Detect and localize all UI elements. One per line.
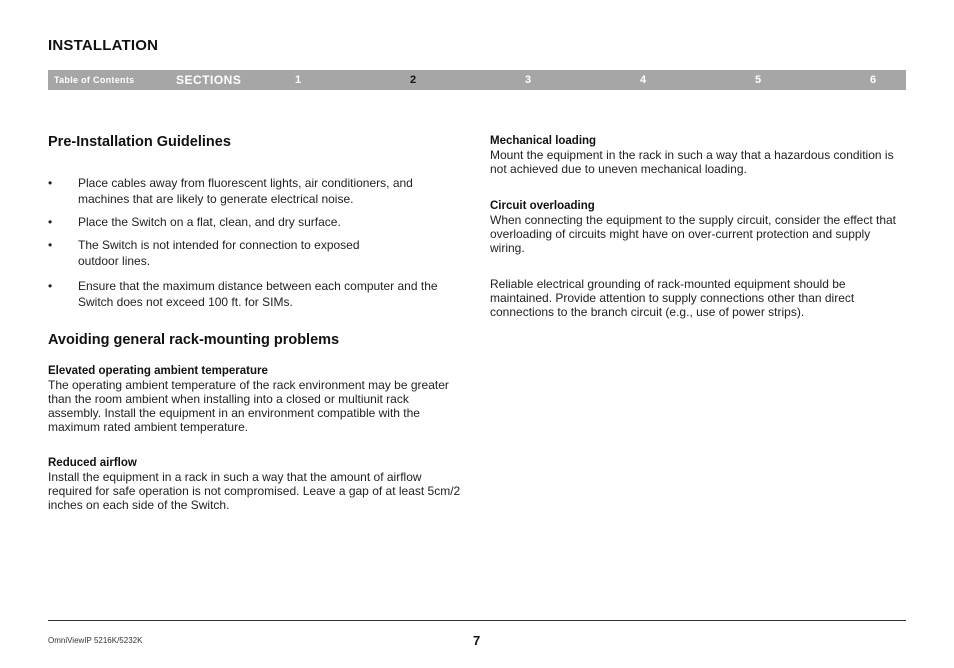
footer-page-number: 7 <box>473 633 481 648</box>
nav-section-2-link[interactable]: 2 <box>410 74 417 86</box>
nav-section-3-link[interactable]: 3 <box>525 74 532 86</box>
footer-divider <box>48 620 906 621</box>
pre-installation-heading: Pre-Installation Guidelines <box>48 134 231 150</box>
elevated-temperature-section <box>48 364 463 434</box>
reduced-airflow-body: Install the equipment in a rack in such a way that the amount of airflow required for safe operation is not compromised. Leave a gap of at least 5cm/2 inches on each side of the Switch. <box>48 470 461 512</box>
bullet-text: The Switch is not intended for connection to exposed outdoor lines. <box>78 238 360 268</box>
nav-section-4-link[interactable]: 4 <box>640 74 647 86</box>
bullet-dot: • <box>48 279 53 293</box>
bullet-text: Ensure that the maximum distance between each computer and the Switch does not exceed 100 ft. for SIMs. <box>78 279 438 309</box>
rack-mounting-heading: Avoiding general rack-mounting problems <box>48 332 340 348</box>
bullet-dot: • <box>48 215 53 229</box>
bullet-dot: • <box>48 176 53 190</box>
nav-section-5-link[interactable]: 5 <box>755 74 762 86</box>
circuit-overloading-title: Circuit overloading <box>490 200 595 212</box>
bullet-dot: • <box>48 238 53 252</box>
bullet-text: Place the Switch on a flat, clean, and dry surface. <box>78 215 341 229</box>
bullet-text: Place cables away from fluorescent lights, air conditioners, and machines that are likely to generate electrical noise. <box>78 176 413 206</box>
reduced-airflow-section <box>48 456 463 512</box>
nav-table-of-contents-link[interactable]: Table of Contents <box>54 75 135 85</box>
elevated-temperature-body: The operating ambient temperature of the rack environment may be greater than the room ambient when installing into a closed or multiunit rack assembly. Install the equipment in an environment compatible with the maximum rated ambient temperature. <box>48 378 449 434</box>
mechanical-loading-body: Mount the equipment in the rack in such a way that a hazardous condition is not achieved due to uneven mechanical loading. <box>490 148 894 176</box>
elevated-temperature-title: Elevated operating ambient temperature <box>48 365 268 377</box>
mechanical-loading-title: Mechanical loading <box>490 135 597 147</box>
mechanical-loading-section <box>490 134 905 176</box>
page-header-title: INSTALLATION <box>48 37 159 54</box>
nav-section-6-link[interactable]: 6 <box>870 74 877 86</box>
circuit-overloading-body: When connecting the equipment to the supply circuit, consider the effect that overloading of circuits might have on over-current protection and supply wiring. <box>490 213 897 255</box>
grounding-paragraph <box>490 277 905 319</box>
circuit-overloading-section <box>490 199 905 255</box>
footer-product-name: OmniViewIP 5216K/5232K <box>48 636 143 645</box>
nav-section-1-link[interactable]: 1 <box>295 74 302 86</box>
reduced-airflow-title: Reduced airflow <box>48 457 137 469</box>
section-nav-bar <box>48 70 906 90</box>
nav-sections-label: SECTIONS <box>176 73 242 87</box>
grounding-body: Reliable electrical grounding of rack-mounted equipment should be maintained. Provide attention to supply connections other than direct connections to the branch circuit (e.g., use of power strips). <box>490 277 855 319</box>
